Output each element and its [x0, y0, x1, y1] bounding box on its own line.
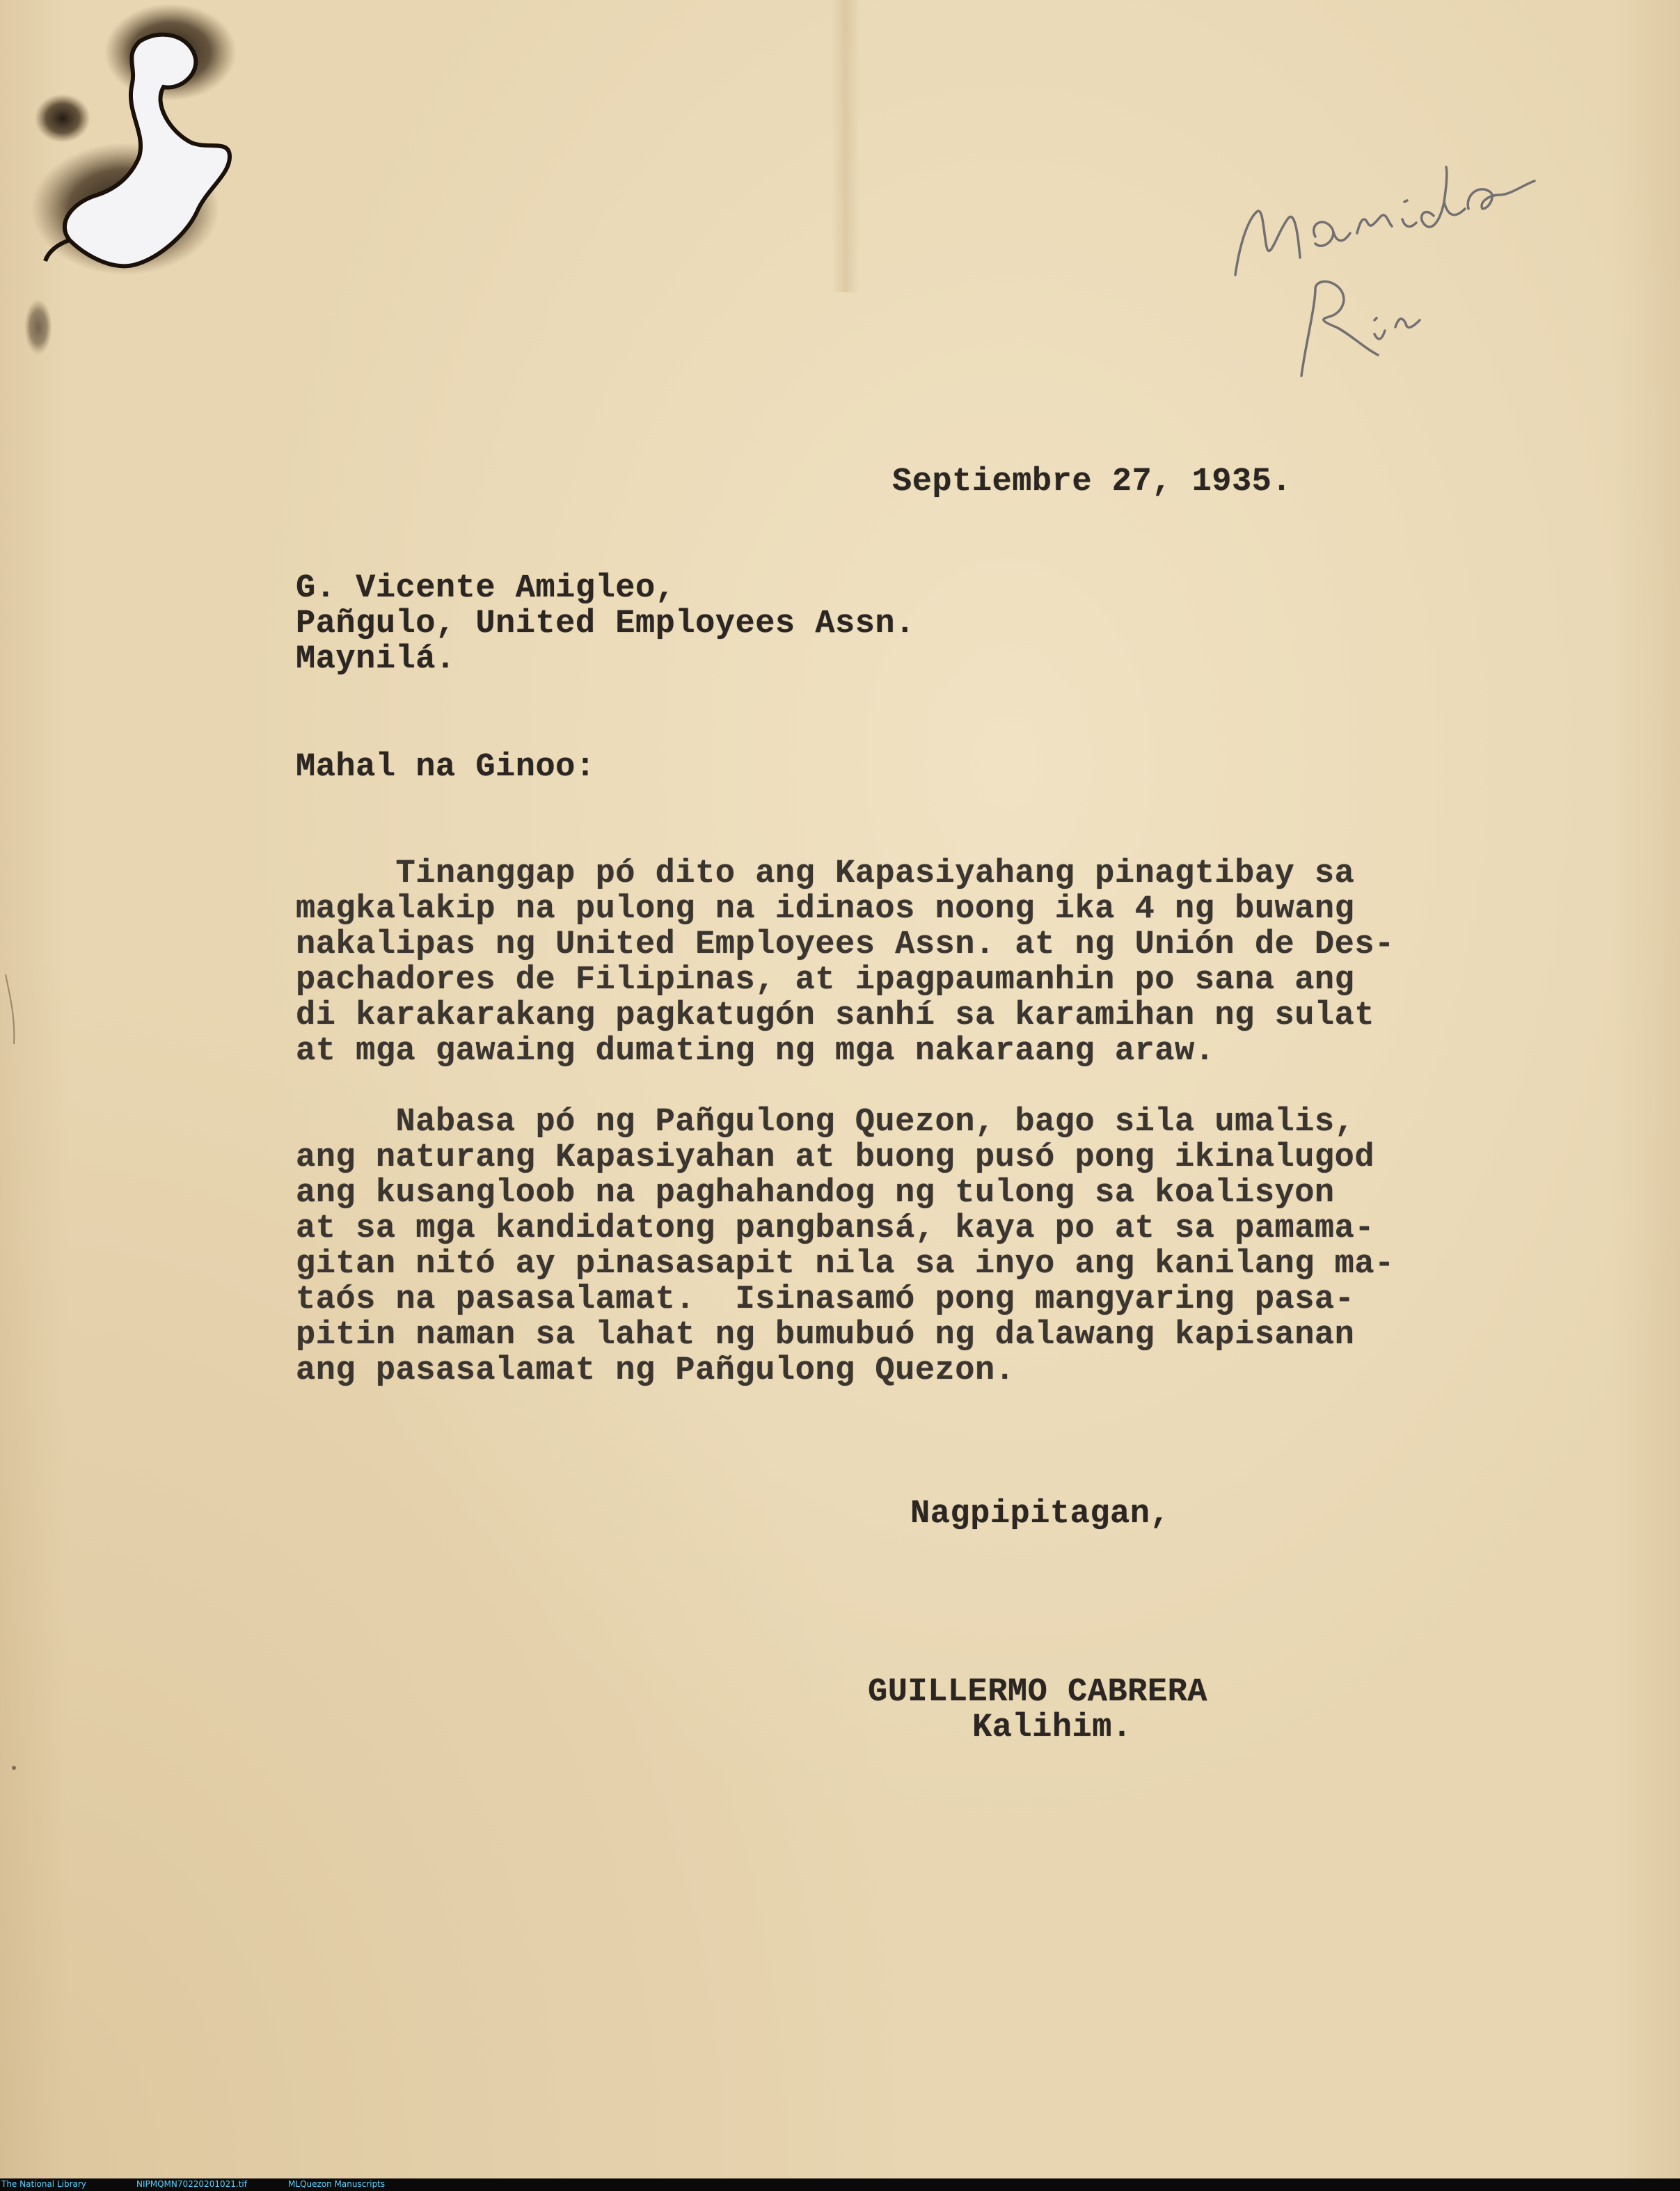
paragraph-line: at sa mga kandidatong pangbansá, kaya po at sa pamama- — [296, 1210, 1375, 1247]
archive-footer — [0, 2178, 1680, 2191]
footer-file-id: NIPMQMN70220201021.tif — [136, 2179, 247, 2189]
paragraph-line: ang kusangloob na paghahandog ng tulong sa koalisyon — [296, 1175, 1335, 1212]
footer-library: The National Library — [1, 2179, 86, 2189]
paragraph-line: pitin naman sa lahat ng bumubuó ng dalawang kapisanan — [296, 1317, 1355, 1354]
letter-date: Septiembre 27, 1935. — [892, 464, 1292, 500]
paragraph-line: pachadores de Filipinas, at ipagpaumanhin po sana ang — [296, 962, 1355, 999]
paragraph-line: Tinanggap pó dito ang Kapasiyahang pinagtibay sa — [296, 855, 1355, 892]
paragraph-line: Nabasa pó ng Pañgulong Quezon, bago sila umalis, — [296, 1104, 1355, 1141]
paragraph-line: ang naturang Kapasiyahan at buong pusó pong ikinalugod — [296, 1139, 1375, 1176]
salutation: Mahal na Ginoo: — [296, 749, 596, 786]
footer-collection: MLQuezon Manuscripts — [288, 2179, 386, 2189]
burn-hole-stain — [21, 0, 251, 362]
signatory-name: GUILLERMO CABRERA — [868, 1674, 1207, 1711]
paragraph-line: ang pasasalamat ng Pañgulong Quezon. — [296, 1352, 1015, 1389]
paragraph-line: gitan nitó ay pinasasapit nila sa inyo ang kanilang ma- — [296, 1246, 1395, 1283]
recipient-city: Maynilá. — [296, 641, 456, 678]
paragraph-line: nakalipas ng United Employees Assn. at ng Unión de Des- — [296, 926, 1395, 963]
closing: Nagpipitagan, — [910, 1496, 1171, 1533]
recipient-name: G. Vicente Amigleo, — [296, 570, 676, 607]
paper-fold-stain — [832, 0, 859, 292]
paragraph-line: taós na pasasalamat. Isinasamó pong mangyaring pasa- — [296, 1281, 1355, 1318]
edge-smudge — [0, 974, 28, 1810]
paragraph-line: magkalakip na pulong na idinaos noong ika 4 ng buwang — [296, 891, 1355, 928]
handwritten-note — [1225, 118, 1559, 397]
paragraph-line: at mga gawaing dumating ng mga nakaraang araw. — [296, 1033, 1215, 1070]
paragraph-line: di karakarakang pagkatugón sanhí sa karamihan ng sulat — [296, 997, 1375, 1034]
recipient-title: Pañgulo, United Employees Assn. — [296, 606, 915, 642]
signatory-title: Kalihim. — [972, 1709, 1132, 1746]
